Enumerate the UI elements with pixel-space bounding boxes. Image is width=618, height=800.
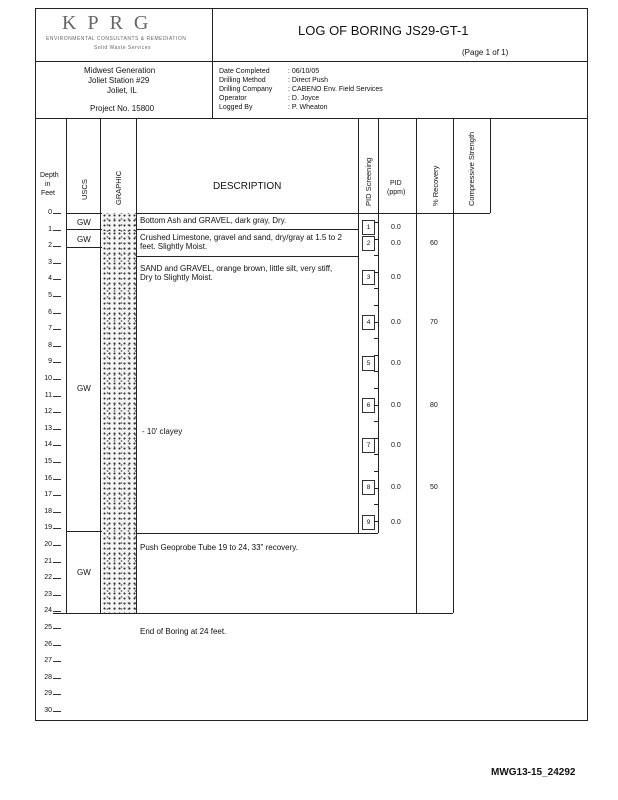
info-value: : P. Wheaton [288,104,328,111]
recovery-value: 80 [430,402,438,409]
depth-label: 3 [48,259,52,266]
sample-tick [374,504,378,505]
depth-tick [53,379,61,380]
sample-number: 7 [362,438,375,453]
depth-label: 11 [44,392,52,399]
sample-tick [374,471,378,472]
depth-label: 17 [44,491,52,498]
sample-tick [374,405,378,406]
description-boundary [136,256,358,257]
depth-label: 15 [44,458,52,465]
col-line-pid [416,118,417,613]
depth-tick [53,678,61,679]
depth-tick [53,246,61,247]
depth-label: 6 [48,309,52,316]
col-line-depth [66,118,67,613]
description-text: Bottom Ash and GRAVEL, dark gray, Dry. [140,216,287,225]
depth-label: 29 [44,690,52,697]
col-line-strength [490,118,491,213]
info-value: : CABENO Env. Field Services [288,86,383,93]
uscs-label: GW [77,235,91,244]
depth-tick [53,445,61,446]
soil-graphic-middle [102,231,136,531]
sample-tick [374,239,378,240]
depth-label: 9 [48,358,52,365]
soil-graphic-upper [102,213,136,231]
company-tagline: ENVIRONMENTAL CONSULTANTS & REMEDIATION [46,36,187,42]
strength-header: Compressive Strength [467,131,476,206]
depth-tick [53,545,61,546]
depth-tick [53,578,61,579]
description-boundary [136,229,358,230]
depth-label: 14 [44,441,52,448]
sample-number: 3 [362,270,375,285]
depth-tick [53,362,61,363]
depth-tick [53,213,61,214]
depth-header: Feet [41,190,56,197]
depth-label: 26 [44,641,52,648]
sample-tick [374,255,378,256]
description-text: Crushed Limestone, gravel and sand, dry/gray at 1.5 to 2 [140,233,342,242]
description-text: Push Geoprobe Tube 19 to 24, 33" recovery. [140,543,298,552]
info-value: : D. Joyce [288,95,320,102]
depth-tick [53,495,61,496]
pid-header: PID [390,180,402,187]
description-text: feet. Slightly Moist. [140,242,208,251]
depth-tick [53,645,61,646]
description-boundary [136,533,378,534]
col-line-graphic [136,118,137,613]
company-logo: KPRG [62,12,160,34]
pid-value: 0.0 [391,519,401,526]
uscs-header: USCS [80,179,89,200]
description-header: DESCRIPTION [213,181,282,192]
col-line-sample [378,118,379,533]
uscs-label: GW [77,384,91,393]
depth-label: 19 [44,524,52,531]
header-rule-1 [35,61,588,62]
col-line-recovery [453,118,454,613]
depth-label: 20 [44,541,52,548]
depth-header: in [45,181,51,188]
recovery-value: 70 [430,319,438,326]
depth-label: 4 [48,275,52,282]
sample-tick [374,438,378,439]
sample-number: 9 [362,515,375,530]
pid-value: 0.0 [391,274,401,281]
sample-tick [374,521,378,522]
depth-tick [53,230,61,231]
page-title: LOG OF BORING JS29-GT-1 [298,23,469,38]
col-line-description [358,118,359,533]
sample-number: 8 [362,480,375,495]
bottom-rule [53,613,453,614]
sample-tick [374,355,378,356]
sample-tick [374,272,378,273]
depth-tick [53,412,61,413]
depth-label: 30 [44,707,52,714]
depth-label: 8 [48,342,52,349]
depth-tick [53,628,61,629]
depth-label: 13 [44,425,52,432]
description-text: - 10' clayey [142,427,183,436]
depth-label: 12 [44,408,52,415]
header-divider [212,8,213,118]
recovery-value: 50 [430,484,438,491]
info-value: : Direct Push [288,77,329,84]
sample-tick [374,421,378,422]
recovery-header: % Recovery [431,165,440,206]
depth-label: 1 [48,226,52,233]
info-label: Date Completed [219,68,270,75]
depth-label: 27 [44,657,52,664]
sample-tick [374,288,378,289]
depth-tick [53,313,61,314]
soil-graphic-lower [102,531,136,613]
client-city: Joliet, IL [107,86,137,95]
sample-number: 1 [362,220,375,235]
depth-tick [53,512,61,513]
depth-label: 10 [44,375,52,382]
depth-tick [53,429,61,430]
depth-tick [53,279,61,280]
depth-tick [53,562,61,563]
depth-tick [53,263,61,264]
depth-label: 23 [44,591,52,598]
depth-label: 16 [44,475,52,482]
depth-label: 28 [44,674,52,681]
pid-header: (ppm) [387,189,406,196]
depth-tick [53,296,61,297]
info-label: Logged By [219,104,253,111]
depth-tick [53,396,61,397]
depth-label: 5 [48,292,52,299]
pid-value: 0.0 [391,442,401,449]
sample-tick [374,222,378,223]
depth-tick [53,462,61,463]
sample-tick [374,322,378,323]
depth-label: 21 [44,558,52,565]
client-name: Midwest Generation [84,66,156,75]
pid-value: 0.0 [391,402,401,409]
sample-number: 5 [362,356,375,371]
uscs-label: GW [77,568,91,577]
sample-tick [374,371,378,372]
info-value: : 06/10/05 [288,68,320,75]
depth-label: 24 [44,607,52,614]
pid-value: 0.0 [391,319,401,326]
info-label: Operator [219,95,247,102]
sample-number: 2 [362,236,375,251]
page-number: (Page 1 of 1) [462,48,509,57]
client-station: Joliet Station #29 [88,76,150,85]
pid-value: 0.0 [391,360,401,367]
depth-tick [53,346,61,347]
depth-label: 7 [48,325,52,332]
pid-value: 0.0 [391,240,401,247]
pid-screening-header: PID Screening [364,157,373,206]
depth-label: 22 [44,574,52,581]
sample-tick [374,488,378,489]
depth-label: 25 [44,624,52,631]
description-text: Dry to Slightly Moist. [140,273,213,282]
description-text: SAND and GRAVEL, orange brown, little silt, very stiff, [140,264,333,273]
sample-number: 4 [362,315,375,330]
depth-label: 2 [48,242,52,249]
depth-label: 0 [48,209,52,216]
sample-number: 6 [362,398,375,413]
recovery-value: 60 [430,240,438,247]
depth-tick [53,711,61,712]
sample-tick [374,338,378,339]
depth-tick [53,595,61,596]
depth-tick [53,479,61,480]
info-label: Drilling Method [219,77,266,84]
info-label: Drilling Company [219,86,273,93]
depth-tick [53,611,61,612]
depth-tick [53,329,61,330]
col-line-uscs [100,118,101,613]
sample-tick [374,388,378,389]
sample-tick [374,305,378,306]
depth-tick [53,694,61,695]
project-number: Project No. 15800 [90,104,155,113]
pid-value: 0.0 [391,484,401,491]
header-rule-2 [35,118,588,119]
description-text: End of Boring at 24 feet. [140,627,227,636]
company-subtagline: Solid Waste Services [94,45,152,51]
depth-tick [53,528,61,529]
depth-tick [53,661,61,662]
sample-tick [374,454,378,455]
uscs-label: GW [77,218,91,227]
depth-header: Depth [40,172,59,179]
depth-label: 18 [44,508,52,515]
pid-value: 0.0 [391,224,401,231]
document-id: MWG13-15_24292 [491,767,576,778]
graphic-header: GRAPHIC [114,170,123,205]
